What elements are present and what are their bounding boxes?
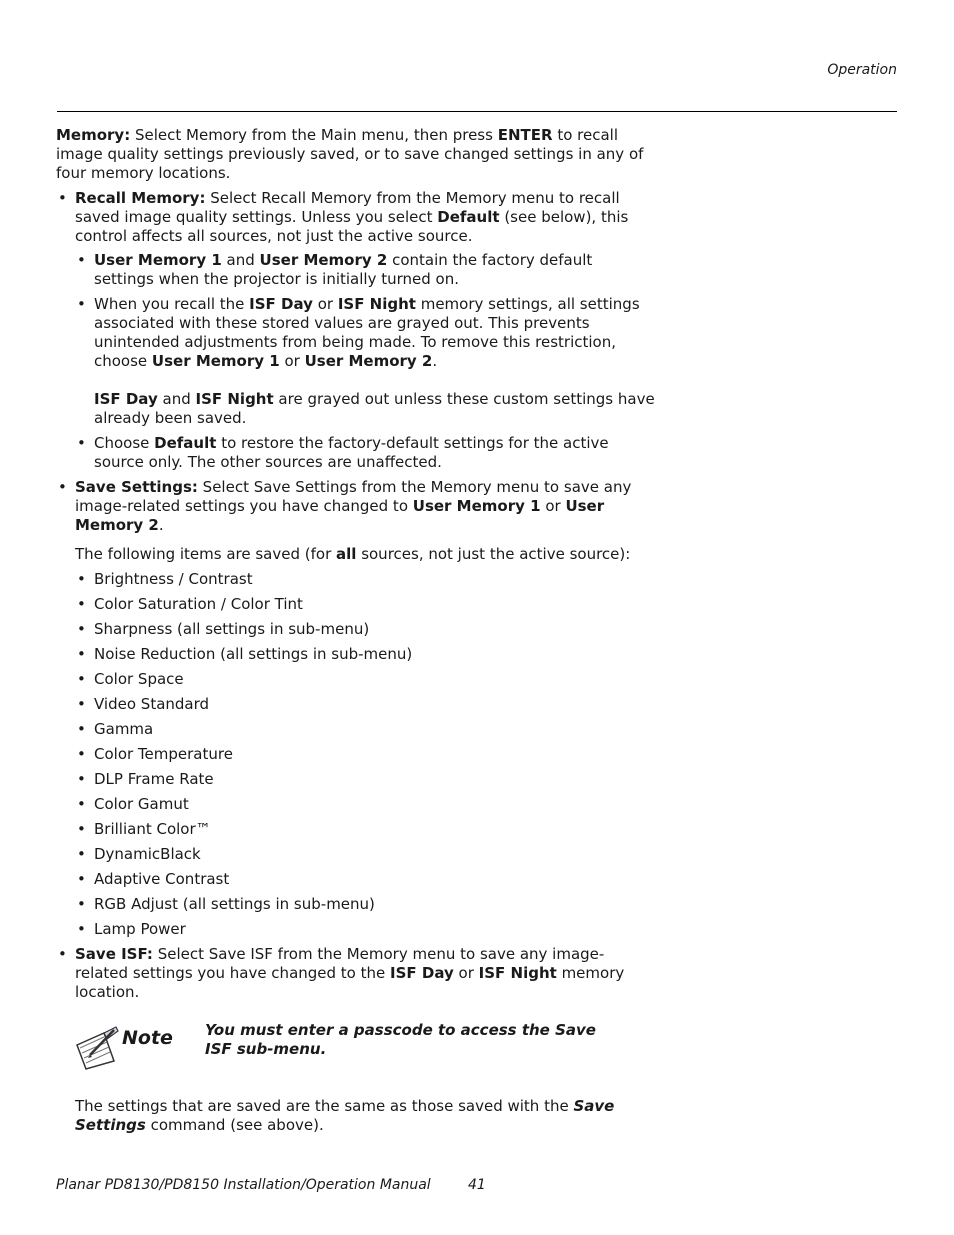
- saved-item: • Lamp Power: [56, 920, 656, 939]
- saved-item: • Gamma: [56, 720, 656, 739]
- text-run: or: [279, 352, 305, 370]
- saved-item: • Sharpness (all settings in sub-menu): [56, 620, 656, 639]
- recall-sub-item-1: [56, 251, 656, 289]
- text-run: Choose: [94, 434, 155, 452]
- term: all: [336, 545, 357, 563]
- text-run: or: [312, 295, 338, 313]
- default-term: Default: [437, 208, 500, 226]
- save-settings-label: Save Settings:: [75, 478, 198, 496]
- save-isf-item: [56, 945, 656, 1002]
- term: User Memory 1: [94, 251, 222, 269]
- saved-item: • RGB Adjust (all settings in sub-menu): [56, 895, 656, 914]
- recall-memory-label: Recall Memory:: [75, 189, 206, 207]
- saved-item: • Color Space: [56, 670, 656, 689]
- text-run: The following items are saved (for: [75, 545, 337, 563]
- text-run: or: [453, 964, 479, 982]
- memory-paragraph: [56, 126, 656, 183]
- footer-manual-title: Planar PD8130/PD8150 Installation/Operation Manual: [56, 1177, 431, 1193]
- note-callout: [56, 1021, 656, 1091]
- term: Default: [154, 434, 217, 452]
- text-run: When you recall the: [94, 295, 250, 313]
- saved-item: • Adaptive Contrast: [56, 870, 656, 889]
- recall-sub-item-2: [56, 295, 656, 371]
- term: User Memory 1: [412, 497, 541, 515]
- saved-items-intro: [56, 545, 656, 564]
- saved-item: • Video Standard: [56, 695, 656, 714]
- save-isf-label: Save ISF:: [75, 945, 153, 963]
- text-run: to recall image quality settings previously saved, or to save changed settings in any of four memory locations.: [56, 126, 644, 182]
- enter-key: ENTER: [497, 126, 553, 144]
- recall-sub-item-2-continued: [56, 390, 656, 428]
- text-run: to restore the factory-default settings for the active source only. The other sources are unaffected.: [94, 434, 609, 471]
- term: ISF Night: [337, 295, 416, 313]
- term: ISF Day: [390, 964, 454, 982]
- running-header: Operation: [827, 62, 897, 78]
- recall-sub-item-3: [56, 434, 656, 472]
- text-run: memory settings, all settings associated with these stored values are grayed out. This prevents unintended adjustments from being made. To remove this restriction, choose: [94, 295, 640, 370]
- term: ISF Day: [94, 390, 158, 408]
- saved-item: • Noise Reduction (all settings in sub-menu): [56, 645, 656, 664]
- page-number: 41: [468, 1177, 486, 1193]
- text-run: and: [221, 251, 260, 269]
- text-run: .: [158, 516, 164, 534]
- text-run: command (see above).: [145, 1116, 324, 1134]
- saved-item: • Color Temperature: [56, 745, 656, 764]
- saved-item: • Brightness / Contrast: [56, 570, 656, 589]
- text-run: are grayed out unless these custom settings have already been saved.: [94, 390, 655, 427]
- term: ISF Night: [478, 964, 557, 982]
- term: ISF Night: [195, 390, 274, 408]
- recall-memory-item: [56, 189, 656, 246]
- text-run: Select Memory from the Main menu, then press: [130, 126, 498, 144]
- text-run: Select Recall Memory from the Memory menu to recall saved image quality settings. Unless you select: [75, 189, 620, 226]
- header-rule: [57, 111, 897, 112]
- saved-item: • Brilliant Color™: [56, 820, 656, 839]
- saved-item: • DLP Frame Rate: [56, 770, 656, 789]
- term: ISF Day: [249, 295, 313, 313]
- note-pencil-icon: [74, 1025, 120, 1071]
- closing-paragraph: [56, 1097, 656, 1135]
- term: User Memory 1: [151, 352, 280, 370]
- text-run: and: [157, 390, 196, 408]
- text-run: contain the factory default settings when the projector is initially turned on.: [94, 251, 593, 288]
- text-run: memory location.: [75, 964, 625, 1001]
- text-run: or: [540, 497, 566, 515]
- text-run: Select Save ISF from the Memory menu to save any image-related settings you have changed to the: [75, 945, 605, 982]
- note-label: Note: [122, 1027, 173, 1049]
- text-run: (see below), this control affects all sources, not just the active source.: [75, 208, 629, 245]
- text-run: sources, not just the active source):: [356, 545, 631, 563]
- text-run: Select Save Settings from the Memory menu to save any image-related settings you have changed to: [75, 478, 632, 515]
- save-settings-command: Save Settings: [75, 1097, 615, 1134]
- term: User Memory 2: [75, 497, 605, 534]
- save-settings-item: [56, 478, 656, 535]
- memory-label: Memory:: [56, 126, 131, 144]
- saved-item: • Color Saturation / Color Tint: [56, 595, 656, 614]
- page-body: [56, 126, 656, 1135]
- saved-item: • Color Gamut: [56, 795, 656, 814]
- note-text: You must enter a passcode to access the Save ISF sub-menu.: [205, 1021, 596, 1058]
- text-run: .: [432, 352, 438, 370]
- text-run: The settings that are saved are the same as those saved with the: [75, 1097, 574, 1115]
- saved-item: • DynamicBlack: [56, 845, 656, 864]
- term: User Memory 2: [259, 251, 388, 269]
- term: User Memory 2: [304, 352, 433, 370]
